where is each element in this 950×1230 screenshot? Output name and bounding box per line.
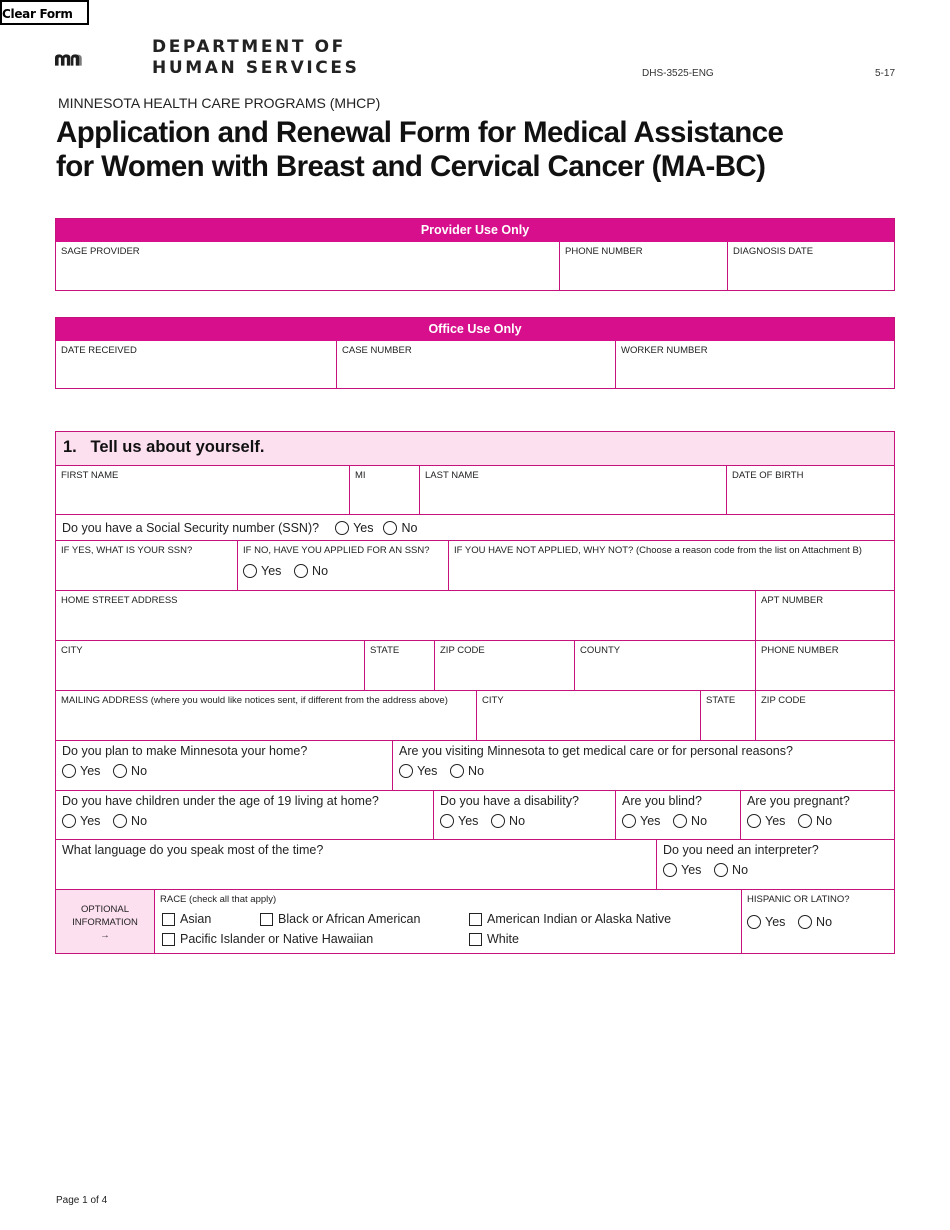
- disability-yes-radio[interactable]: [440, 814, 478, 828]
- yes-label: Yes: [458, 814, 479, 828]
- applied-ssn-label: IF NO, HAVE YOU APPLIED FOR AN SSN?: [243, 545, 430, 556]
- ssn-no-radio[interactable]: [383, 521, 417, 535]
- dhs-logo-text: [152, 37, 359, 79]
- race-pacific-islander-checkbox[interactable]: [162, 932, 373, 946]
- phone-field[interactable]: PHONE NUMBER: [755, 641, 894, 690]
- hispanic-label: HISPANIC OR LATINO?: [747, 894, 850, 905]
- optional-label-text: OPTIONAL INFORMATION: [72, 904, 138, 928]
- revision-date: 5-17: [875, 68, 896, 79]
- checkbox-icon: [162, 913, 175, 926]
- radio-circle-icon: [294, 564, 308, 578]
- dob-field[interactable]: DATE OF BIRTH: [726, 466, 894, 514]
- home-no-radio[interactable]: [113, 764, 147, 778]
- race-option-label: Pacific Islander or Native Hawaiian: [180, 932, 374, 946]
- hispanic-cell: [741, 890, 894, 953]
- yes-label: Yes: [261, 564, 282, 578]
- no-label: No: [401, 520, 418, 535]
- radio-circle-icon: [399, 764, 413, 778]
- provider-use-heading: Provider Use Only: [56, 219, 894, 242]
- radio-circle-icon: [747, 814, 761, 828]
- interpreter-question: Do you need an interpreter?: [663, 843, 819, 857]
- applied-yes-radio[interactable]: [243, 564, 281, 578]
- yes-label: Yes: [353, 520, 374, 535]
- no-label: No: [732, 863, 749, 877]
- no-label: No: [816, 814, 833, 828]
- clear-form-button[interactable]: Clear Form: [0, 0, 89, 25]
- first-name-field[interactable]: FIRST NAME: [61, 470, 119, 481]
- apt-number-field[interactable]: APT NUMBER: [755, 591, 894, 640]
- radio-circle-icon: [113, 814, 127, 828]
- mailing-zip-field[interactable]: ZIP CODE: [755, 691, 894, 740]
- section-1: [55, 431, 895, 954]
- no-label: No: [468, 764, 485, 778]
- radio-circle-icon: [62, 764, 76, 778]
- race-option-label: White: [487, 932, 519, 946]
- blind-question-cell: [615, 791, 740, 839]
- radio-circle-icon: [663, 863, 677, 877]
- language-question: What language do you speak most of the time?: [62, 843, 324, 857]
- radio-circle-icon: [673, 814, 687, 828]
- provider-use-box: [55, 218, 895, 291]
- logo-line-2: HUMAN SERVICES: [152, 58, 360, 78]
- no-label: No: [131, 814, 148, 828]
- arrow-right-icon: →: [100, 930, 110, 941]
- not-applied-reason-field[interactable]: [448, 541, 894, 590]
- applied-ssn-field: [237, 541, 448, 590]
- applied-no-radio[interactable]: [294, 564, 328, 578]
- race-label: RACE (check all that apply): [160, 894, 277, 905]
- disability-no-radio[interactable]: [491, 814, 525, 828]
- no-label: No: [312, 564, 329, 578]
- disability-question-cell: [433, 791, 615, 839]
- zip-field[interactable]: ZIP CODE: [434, 641, 574, 690]
- program-name: MINNESOTA HEALTH CARE PROGRAMS (MHCP): [58, 95, 381, 111]
- radio-circle-icon: [747, 915, 761, 929]
- ssn-question: Do you have a Social Security number (SSN)?: [62, 520, 320, 535]
- race-option-label: Black or African American: [278, 912, 421, 926]
- worker-number-field[interactable]: WORKER NUMBER: [615, 341, 894, 388]
- optional-info-label: [56, 890, 154, 953]
- form-number: DHS-3525-ENG: [642, 68, 714, 79]
- radio-circle-icon: [714, 863, 728, 877]
- provider-phone-field[interactable]: PHONE NUMBER: [559, 242, 727, 290]
- blind-no-radio[interactable]: [673, 814, 707, 828]
- radio-circle-icon: [335, 521, 349, 535]
- pregnant-yes-radio[interactable]: [747, 814, 785, 828]
- radio-circle-icon: [450, 764, 464, 778]
- children-no-radio[interactable]: [113, 814, 147, 828]
- yes-label: Yes: [681, 863, 702, 877]
- no-label: No: [131, 764, 148, 778]
- blind-yes-radio[interactable]: [622, 814, 660, 828]
- visit-question-cell: [392, 741, 894, 790]
- race-cell: [154, 890, 741, 953]
- visit-question: Are you visiting Minnesota to get medical care or for personal reasons?: [399, 744, 793, 758]
- visit-no-radio[interactable]: [450, 764, 484, 778]
- hispanic-yes-radio[interactable]: [747, 915, 785, 929]
- hispanic-no-radio[interactable]: [798, 915, 832, 929]
- sage-provider-field[interactable]: SAGE PROVIDER: [61, 246, 140, 257]
- office-use-heading: Office Use Only: [56, 318, 894, 341]
- mailing-address-field[interactable]: MAILING ADDRESS (where you would like notices sent, if different from the address above): [61, 695, 448, 706]
- radio-circle-icon: [243, 564, 257, 578]
- diagnosis-date-field[interactable]: DIAGNOSIS DATE: [727, 242, 894, 290]
- page-title: [56, 116, 783, 184]
- home-question-cell: [56, 741, 392, 790]
- radio-circle-icon: [491, 814, 505, 828]
- ssn-label: IF YES, WHAT IS YOUR SSN?: [61, 545, 193, 556]
- radio-circle-icon: [440, 814, 454, 828]
- pregnant-no-radio[interactable]: [798, 814, 832, 828]
- home-address-field[interactable]: HOME STREET ADDRESS: [61, 595, 178, 606]
- children-yes-radio[interactable]: [62, 814, 100, 828]
- checkbox-icon: [162, 933, 175, 946]
- race-american-indian-checkbox[interactable]: [469, 912, 671, 926]
- title-line-2: for Women with Breast and Cervical Cancer (MA-BC): [56, 150, 766, 183]
- title-line-1: Application and Renewal Form for Medical Assistance: [56, 116, 784, 149]
- no-label: No: [509, 814, 526, 828]
- no-label: No: [816, 915, 833, 929]
- interpreter-no-radio[interactable]: [714, 863, 748, 877]
- last-name-field[interactable]: LAST NAME: [419, 466, 726, 514]
- yes-label: Yes: [640, 814, 661, 828]
- yes-label: Yes: [765, 915, 786, 929]
- yes-label: Yes: [417, 764, 438, 778]
- radio-circle-icon: [798, 915, 812, 929]
- disability-question: Do you have a disability?: [440, 794, 579, 808]
- interpreter-question-cell: [656, 840, 894, 889]
- ssn-field[interactable]: [56, 541, 237, 590]
- blind-question: Are you blind?: [622, 794, 702, 808]
- case-number-field[interactable]: CASE NUMBER: [336, 341, 615, 388]
- logo-line-1: DEPARTMENT OF: [152, 37, 346, 57]
- radio-circle-icon: [383, 521, 397, 535]
- city-field[interactable]: CITY: [61, 645, 83, 656]
- section-1-heading: 1. Tell us about yourself.: [56, 432, 894, 465]
- mailing-city-field[interactable]: CITY: [476, 691, 700, 740]
- mailing-state-field[interactable]: STATE: [700, 691, 755, 740]
- radio-circle-icon: [62, 814, 76, 828]
- yes-label: Yes: [80, 764, 101, 778]
- no-label: No: [691, 814, 708, 828]
- checkbox-icon: [469, 933, 482, 946]
- race-asian-checkbox[interactable]: [162, 912, 211, 926]
- radio-circle-icon: [113, 764, 127, 778]
- mn-logo-icon: [55, 40, 150, 80]
- yes-label: Yes: [765, 814, 786, 828]
- yes-label: Yes: [80, 814, 101, 828]
- race-black-checkbox[interactable]: [260, 912, 420, 926]
- ssn-yes-radio[interactable]: [335, 521, 373, 535]
- checkbox-icon: [469, 913, 482, 926]
- date-received-field[interactable]: DATE RECEIVED: [61, 345, 137, 356]
- interpreter-yes-radio[interactable]: [663, 863, 701, 877]
- state-field[interactable]: STATE: [364, 641, 434, 690]
- not-applied-label: IF YOU HAVE NOT APPLIED, WHY NOT? (Choose a reason code from the list on Attachment B): [454, 545, 862, 556]
- mi-field[interactable]: MI: [349, 466, 419, 514]
- race-option-label: Asian: [180, 912, 212, 926]
- radio-circle-icon: [798, 814, 812, 828]
- home-yes-radio[interactable]: [62, 764, 100, 778]
- language-field[interactable]: [56, 840, 656, 889]
- race-option-label: American Indian or Alaska Native: [487, 912, 672, 926]
- office-use-box: [55, 317, 895, 389]
- home-question: Do you plan to make Minnesota your home?: [62, 744, 308, 758]
- pregnant-question-cell: [740, 791, 894, 839]
- county-field[interactable]: COUNTY: [574, 641, 755, 690]
- race-white-checkbox[interactable]: [469, 932, 519, 946]
- page-number: Page 1 of 4: [56, 1195, 108, 1206]
- pregnant-question: Are you pregnant?: [747, 794, 850, 808]
- radio-circle-icon: [622, 814, 636, 828]
- visit-yes-radio[interactable]: [399, 764, 437, 778]
- checkbox-icon: [260, 913, 273, 926]
- children-question-cell: [56, 791, 433, 839]
- children-question: Do you have children under the age of 19 living at home?: [62, 794, 379, 808]
